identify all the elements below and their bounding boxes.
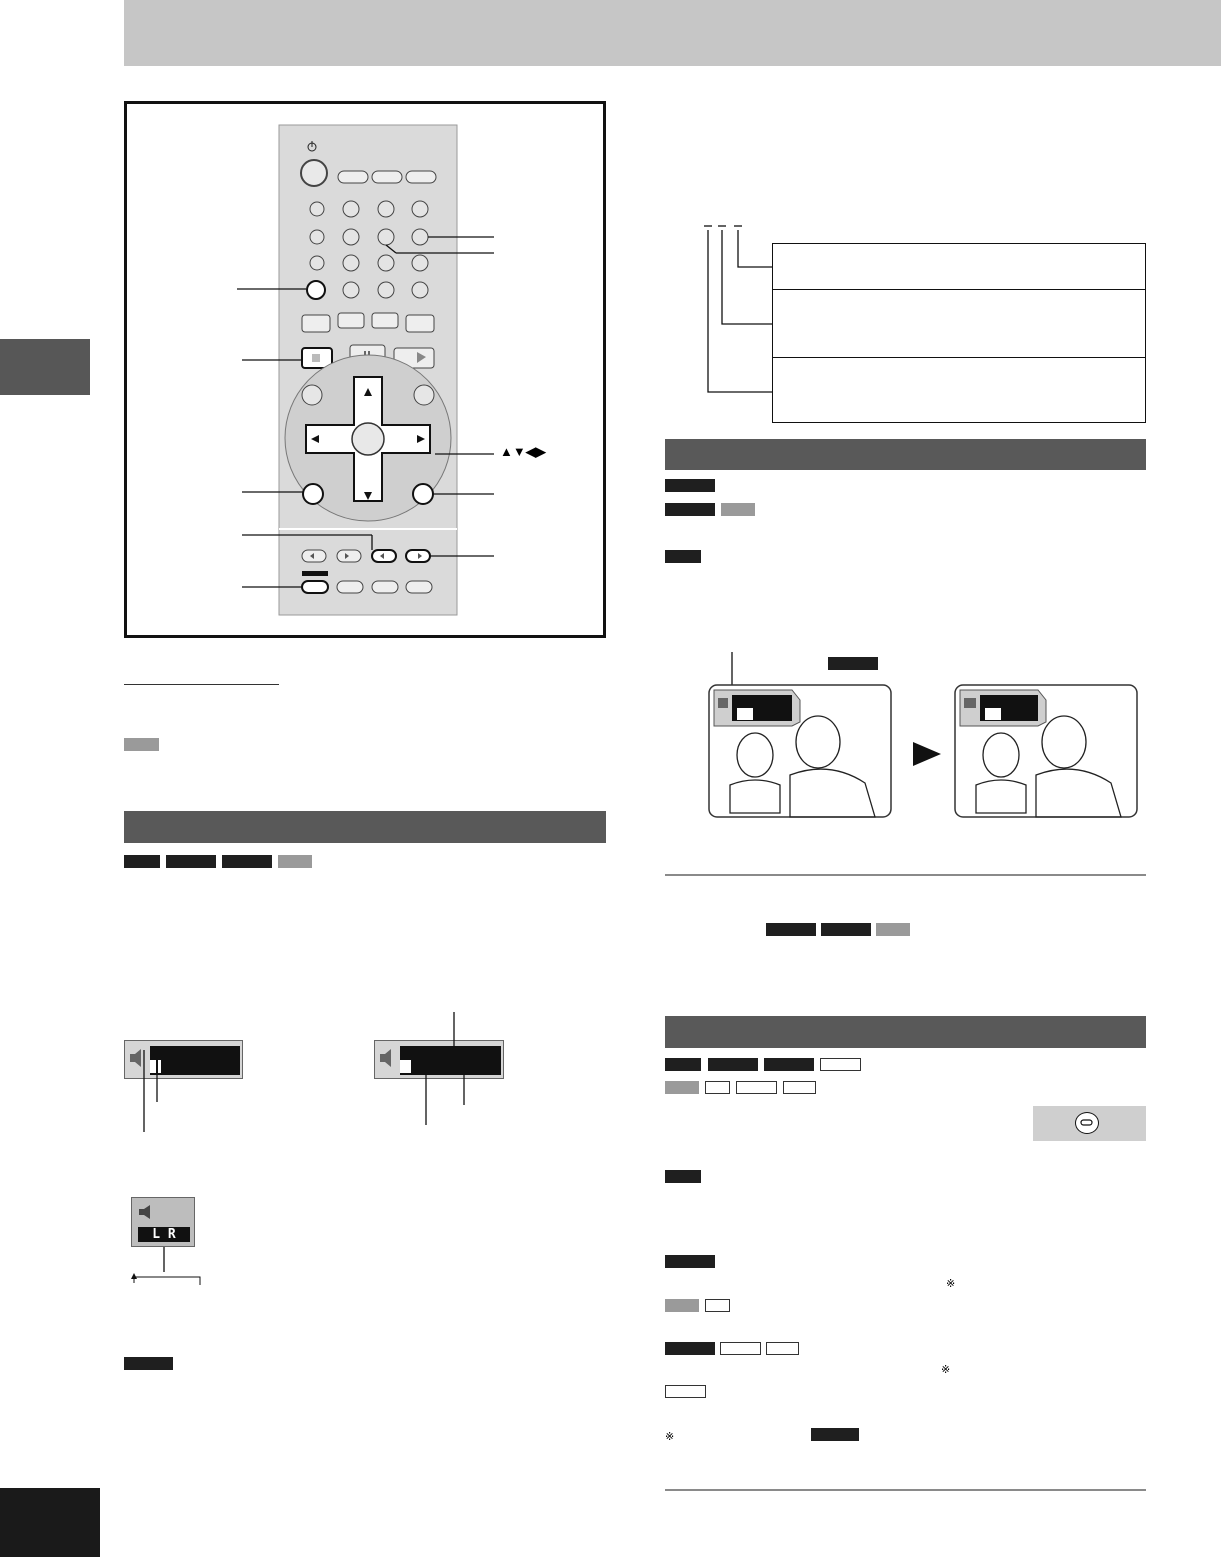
key-9 (412, 255, 428, 271)
audio-osd-2-decor (374, 1010, 504, 1135)
disc-chip-c (721, 503, 755, 516)
key-5 (378, 229, 394, 245)
disc-chip-t (665, 1342, 715, 1355)
remote-top-button-1 (338, 171, 368, 183)
key-0 (343, 282, 359, 298)
key-2 (378, 201, 394, 217)
disc-chip-b (665, 503, 715, 516)
remote-left-button-2 (310, 230, 324, 244)
note-chip (124, 1357, 173, 1370)
disc-chip-q (665, 1255, 715, 1268)
chapter-side-tab (0, 339, 90, 395)
disc-chip-j (764, 1058, 814, 1071)
key-10plus (412, 282, 428, 298)
code-breakdown-table (772, 243, 1146, 423)
speaker-icon (380, 1049, 391, 1067)
nav-corner-button-bl (303, 484, 323, 504)
footnote-mark-1: ※ (946, 1278, 956, 1290)
disc-chip-4 (278, 855, 312, 868)
disc-chip-o (783, 1081, 816, 1094)
subtitle-section-bar (665, 439, 1146, 470)
disc-chip-n (736, 1081, 777, 1094)
repeat-section-bar (665, 1016, 1146, 1048)
key-4 (343, 229, 359, 245)
section-rule-2 (665, 1489, 1146, 1491)
stop-icon (312, 354, 320, 362)
disc-chip-k (820, 1058, 861, 1071)
stereo-channel-label: L R (138, 1227, 190, 1242)
rocker-key-3 (372, 313, 398, 328)
remote-control-drawing (124, 101, 606, 638)
disc-chip-x (811, 1428, 859, 1441)
highlighted-left-button (307, 281, 325, 299)
disc-chip-i (708, 1058, 758, 1071)
key-3 (412, 201, 428, 217)
bottom-button-4 (406, 581, 432, 593)
audio-osd-1-decor (124, 1040, 254, 1135)
disc-chip-u (720, 1342, 761, 1355)
stereo-cycle-arrow (124, 1245, 214, 1290)
rocker-key-4 (406, 315, 434, 332)
nav-corner-button-br (413, 484, 433, 504)
disc-chip-2 (166, 855, 216, 868)
disc-chip-v (766, 1342, 799, 1355)
bottom-row-marker (302, 571, 328, 576)
disc-chip-s (705, 1299, 730, 1312)
speaker-icon (130, 1049, 141, 1067)
rocker-key-1 (302, 315, 330, 332)
disc-chip-e (766, 923, 816, 936)
key-1 (343, 201, 359, 217)
bottom-left-button (302, 581, 328, 593)
section-rule-1 (665, 874, 1146, 876)
subtitle-screen-examples (700, 650, 1150, 825)
disc-chip-m (705, 1081, 730, 1094)
power-button (301, 160, 327, 186)
disc-chip-1 (124, 855, 160, 868)
remote-top-button-2 (372, 171, 402, 183)
repeat-button-box (1033, 1106, 1146, 1141)
nav-corner-button-tl (302, 385, 322, 405)
key-6 (412, 229, 428, 245)
table-divider-2 (773, 357, 1145, 358)
disc-chip-g (876, 923, 910, 936)
page-number-tab (0, 1488, 100, 1557)
disc-chip-r (665, 1299, 699, 1312)
disc-chip-f (821, 923, 871, 936)
enter-button (352, 423, 384, 455)
speaker-icon (138, 1204, 156, 1220)
disc-chip-h (665, 1058, 701, 1071)
bottom-button-2 (337, 581, 363, 593)
page-header-band (124, 0, 1221, 66)
arrow-right-icon (913, 742, 941, 766)
disc-chip-l (665, 1081, 699, 1094)
arrow-keys-label: ▲▼◀▶ (500, 444, 546, 459)
key-0b (378, 282, 394, 298)
table-divider-1 (773, 289, 1145, 290)
code-breakdown-leaders (700, 222, 780, 402)
disc-type-chip (124, 738, 159, 751)
rocker-key-2 (338, 313, 364, 328)
disc-chip-a (665, 479, 715, 492)
bottom-button-3 (372, 581, 398, 593)
disc-chip-w (665, 1385, 706, 1398)
nav-corner-button-tr (414, 385, 434, 405)
remote-top-button-3 (406, 171, 436, 183)
footnote-mark-3: ※ (665, 1431, 675, 1443)
footnote-mark-2: ※ (941, 1364, 951, 1376)
disc-chip-d (665, 550, 701, 563)
audio-section-bar (124, 811, 606, 843)
disc-chip-3 (222, 855, 272, 868)
repeat-button[interactable] (1075, 1112, 1099, 1134)
key-7 (343, 255, 359, 271)
footnote-rule (124, 684, 279, 685)
key-8 (378, 255, 394, 271)
remote-left-button-3 (310, 256, 324, 270)
disc-chip-p (665, 1170, 701, 1183)
remote-left-button-1 (310, 202, 324, 216)
example-chip (828, 657, 878, 670)
repeat-icon (1076, 1113, 1097, 1132)
stereo-osd-display (131, 1197, 195, 1247)
